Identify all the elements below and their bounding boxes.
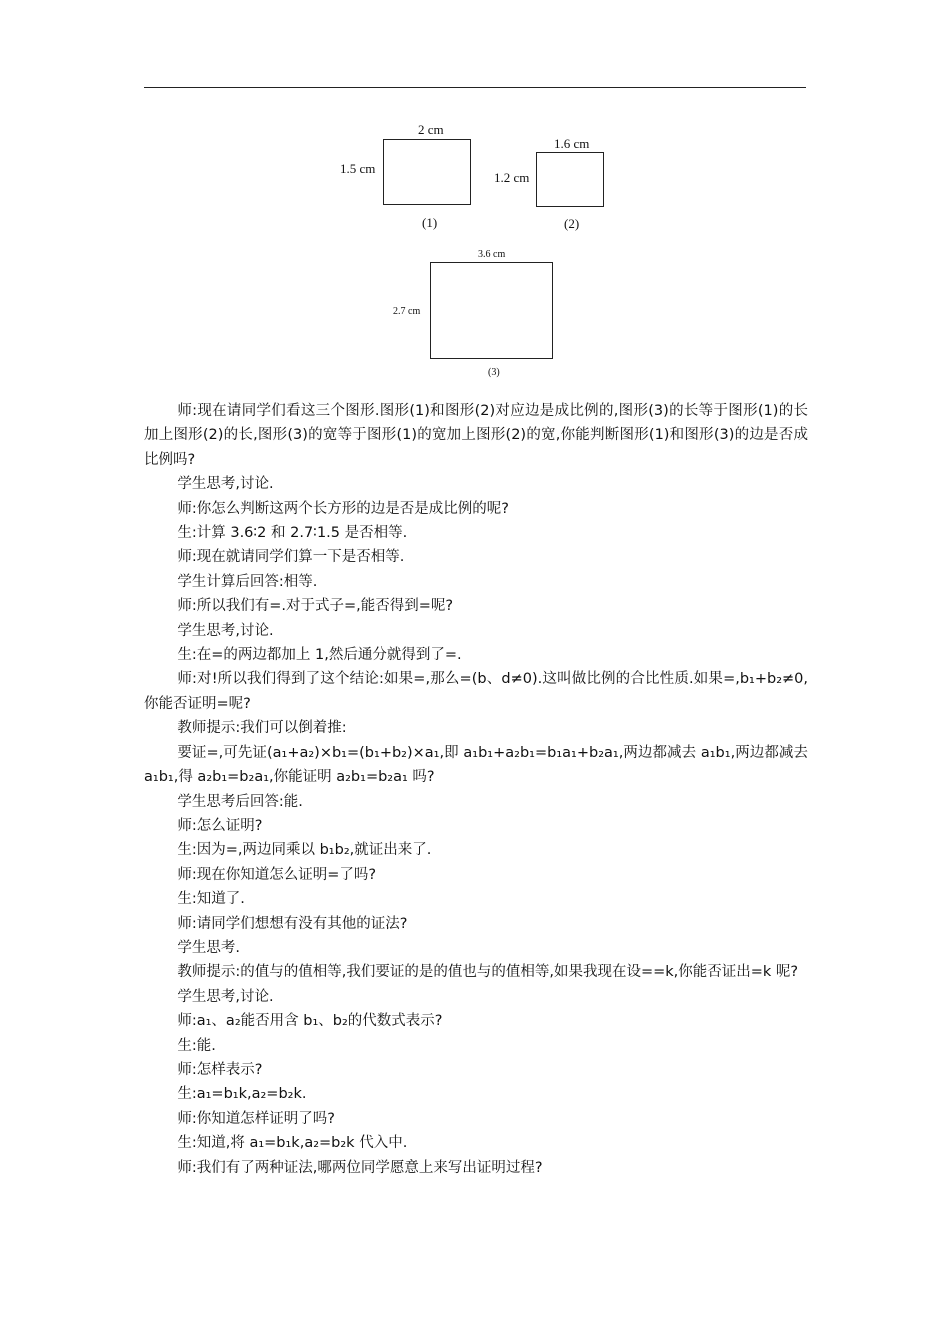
paragraph: 师:现在就请同学们算一下是否相等. bbox=[177, 549, 405, 566]
paragraph: 师:怎样表示? bbox=[177, 1061, 263, 1078]
fig3-rectangle bbox=[430, 262, 553, 359]
paragraph: 师:你怎么判断这两个长方形的边是否是成比例的呢? bbox=[177, 500, 509, 517]
fig2-caption: (2) bbox=[564, 216, 580, 231]
fig1-height-label: 1.5 cm bbox=[340, 161, 376, 176]
fig3-height-label: 2.7 cm bbox=[393, 306, 421, 317]
rectangle-figures bbox=[0, 0, 950, 400]
paragraph: 师:你知道怎样证明了吗? bbox=[177, 1110, 335, 1127]
paragraph: 师:现在你知道怎么证明=了吗? bbox=[177, 866, 377, 883]
paragraph: 学生思考后回答:能. bbox=[177, 793, 303, 810]
paragraph: 学生思考. bbox=[177, 939, 240, 956]
paragraph: 学生思考,讨论. bbox=[177, 622, 274, 639]
paragraph: 生:知道,将 a₁=b₁k,a₂=b₂k 代入中. bbox=[177, 1135, 408, 1152]
paragraph: 教师提示:的值与的值相等,我们要证的是的值也与的值相等,如果我现在设==k,你能否证出=k 呢? bbox=[177, 964, 799, 981]
lesson-dialogue bbox=[144, 399, 808, 1180]
paragraph: 生:计算 3.6∶2 和 2.7∶1.5 是否相等. bbox=[177, 525, 408, 542]
paragraph: 师:对!所以我们得到了这个结论:如果=,那么=(b、d≠0).这叫做比例的合比性质.如果=,b₁+b₂≠0,你能否证明=呢? bbox=[144, 671, 808, 712]
paragraph: 师:现在请同学们看这三个图形.图形(1)和图形(2)对应边是成比例的,图形(3)的长等于图形(1)的长加上图形(2)的长,图形(3)的宽等于图形(1)的宽加上图形(2)的宽,你能判断图形(1)和图形(3)的边是否成比例吗? bbox=[144, 403, 808, 468]
paragraph: 师:怎么证明? bbox=[177, 817, 263, 834]
paragraph: 学生思考,讨论. bbox=[177, 476, 274, 493]
paragraph: 要证=,可先证(a₁+a₂)×b₁=(b₁+b₂)×a₁,即 a₁b₁+a₂b₁=b₁a₁+b₂a₁,两边都减去 a₁b₁,两边都减去 a₁b₁,得 a₂b₁=b₂a₁,你能证明 a₂b₁=b₂a₁ 吗? bbox=[144, 744, 808, 786]
fig2-rectangle bbox=[536, 152, 604, 207]
fig1-rectangle bbox=[383, 139, 471, 205]
paragraph: 师:a₁、a₂能否用含 b₁、b₂的代数式表示? bbox=[177, 1013, 443, 1030]
fig3-width-label: 3.6 cm bbox=[478, 249, 506, 260]
paragraph: 生:因为=,两边同乘以 b₁b₂,就证出来了. bbox=[177, 842, 432, 859]
paragraph: 生:知道了. bbox=[177, 891, 245, 908]
paragraph: 师:请同学们想想有没有其他的证法? bbox=[177, 915, 408, 932]
paragraph: 教师提示:我们可以倒着推: bbox=[177, 720, 347, 737]
fig1-width-label: 2 cm bbox=[418, 122, 444, 137]
paragraph: 生:能. bbox=[177, 1037, 216, 1054]
fig1-caption: (1) bbox=[422, 215, 438, 230]
paragraph: 师:所以我们有=.对于式子=,能否得到=呢? bbox=[177, 598, 454, 615]
fig2-height-label: 1.2 cm bbox=[494, 170, 530, 185]
fig2-width-label: 1.6 cm bbox=[554, 136, 590, 151]
paragraph: 师:我们有了两种证法,哪两位同学愿意上来写出证明过程? bbox=[177, 1159, 543, 1176]
paragraph: 生:在=的两边都加上 1,然后通分就得到了=. bbox=[177, 647, 462, 664]
paragraph: 生:a₁=b₁k,a₂=b₂k. bbox=[177, 1086, 307, 1103]
paragraph: 学生计算后回答:相等. bbox=[177, 573, 318, 590]
fig3-caption: (3) bbox=[488, 367, 500, 378]
paragraph: 学生思考,讨论. bbox=[177, 988, 274, 1005]
